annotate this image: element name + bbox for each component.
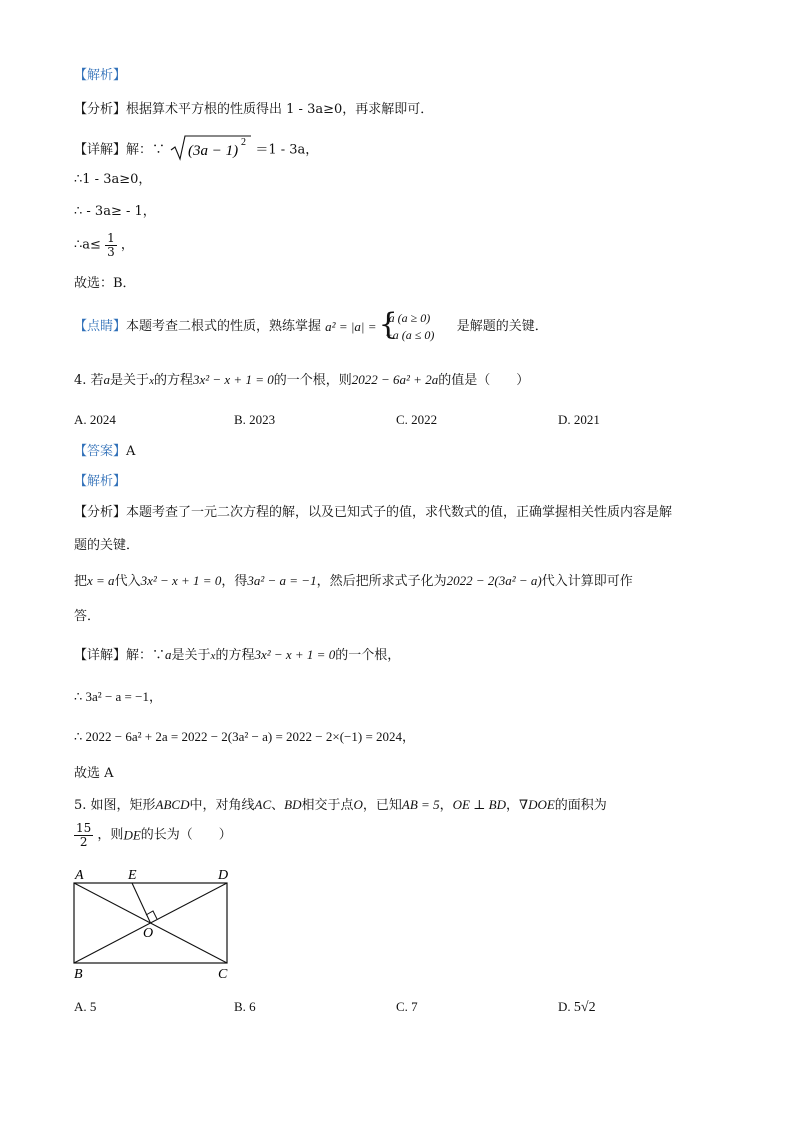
q5-option-d: D. 5√2: [558, 999, 596, 1015]
q4-fenxi-line2: 题的关键．: [74, 538, 140, 553]
segment-oe: [132, 883, 151, 923]
q3-step1: ∴1 - 3a≥0，: [74, 172, 152, 187]
q4-guxuan: 故选 A: [74, 766, 114, 781]
q3-jiexi-tag: 【解析】: [74, 68, 127, 83]
q3-dianjing: 【点睛】本题考查二根式的性质，熟练掌握 a² = |a| = { a (a ≥ 0) −a (a ≤ 0) 是解题的关键．: [74, 307, 548, 342]
q3-step2: ∴ - 3a≥ - 1，: [74, 204, 156, 219]
label-a: A: [75, 868, 84, 883]
q4-option-a: A. 2024: [74, 412, 116, 427]
q4-option-c: C. 2022: [396, 412, 438, 427]
q5-stem-line2: $\frac{15}{2}$ ，则DE的长为（ ）: [76, 821, 232, 849]
label-d: D: [218, 868, 229, 883]
q4-method-line1: 把x = a代入3x² − x + 1 = 0，得3a² − a = −1，然后把所求式子化为2022 − 2(3a² − a)代入计算即可作: [74, 573, 633, 589]
q4-xj-step2: ∴ 2022 − 6a² + 2a = 2022 − 2(3a² − a) = 2022 − 2×(−1) = 2024，: [74, 729, 416, 744]
left-brace-icon: {: [378, 307, 398, 342]
q4-stem: 4. 若a是关于x的方程3x² − x + 1 = 0的一个根，则2022 − 6a² + 2a的值是（ ）: [74, 372, 530, 388]
fraction-one-third: $\frac{1}{3}$: [107, 231, 115, 259]
sqrt-expression: [169, 134, 251, 162]
q3-fenxi: 【分析】根据算术平方根的性质得出 1 - 3a≥0，再求解即可．: [74, 102, 434, 117]
q4-fenxi-line1: 【分析】本题考查了一元二次方程的解，以及已知式子的值，求代数式的值，正确掌握相关性质内容是解: [74, 505, 673, 520]
label-c: C: [218, 967, 228, 982]
q5-stem-line1: 5. 如图，矩形ABCD中，对角线AC、BD相交于点O，已知AB = 5，OE ⊥ BD，∇DOE的面积为: [74, 797, 607, 813]
q4-method-line2: 答．: [74, 609, 101, 624]
five-root-two: 5√2: [573, 1000, 596, 1015]
fraction-fifteen-halves: $\frac{15}{2}$: [76, 821, 92, 849]
q5-option-a: A. 5: [74, 999, 97, 1014]
radicand: (3a − 1): [188, 143, 239, 159]
q5-option-c: C. 7: [396, 999, 418, 1014]
piecewise-cases: { a (a ≥ 0) −a (a ≤ 0): [378, 307, 435, 342]
radicand-exponent: 2: [241, 137, 247, 148]
label-o: O: [143, 926, 154, 941]
sqrt-sign-icon: [169, 134, 251, 162]
q3-guxuan: 故选：B．: [74, 276, 136, 291]
q3-step3: ∴a≤ $\frac{1}{3}$ ，: [74, 231, 134, 259]
q4-xj-step1: ∴ 3a² − a = −1，: [74, 689, 162, 704]
label-b: B: [74, 967, 83, 982]
q4-xiangjie: 【详解】解：∵a是关于x的方程3x² − x + 1 = 0的一个根，: [74, 647, 401, 663]
q4-answer: 【答案】A: [74, 444, 136, 459]
label-e: E: [128, 868, 137, 883]
q3-xiangjie: 【详解】解：∵ (3a − 1) 2 ＝1 - 3a，: [74, 136, 318, 162]
q4-option-b: B. 2023: [234, 412, 276, 427]
q4-jiexi-tag: 【解析】: [74, 474, 127, 489]
q5-option-b: B. 6: [234, 999, 256, 1014]
abs-formula: a² = |a| =: [325, 319, 377, 334]
rectangle-figure: [66, 864, 242, 984]
q4-option-d: D. 2021: [558, 412, 600, 427]
